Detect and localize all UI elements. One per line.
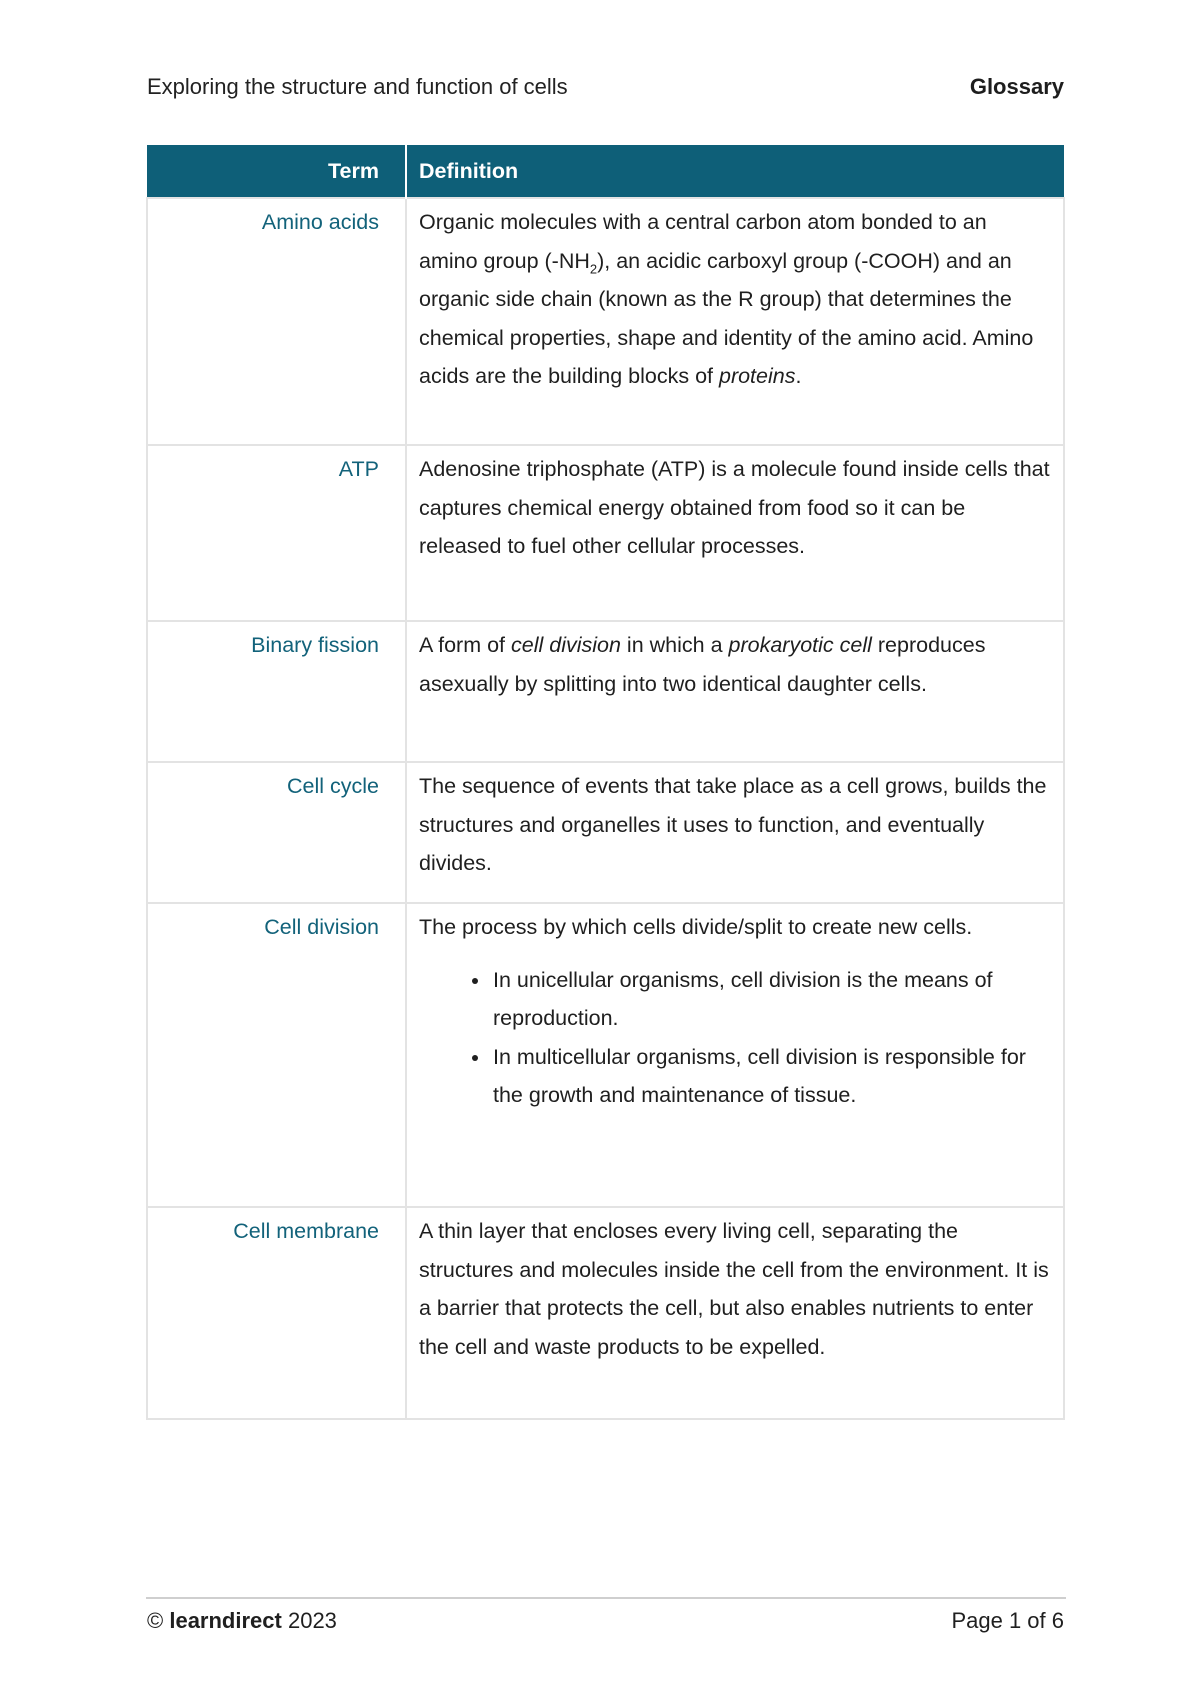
page-footer <box>147 1608 1064 1634</box>
definition-cell: Adenosine triphosphate (ATP) is a molecule found inside cells that captures chemical energy obtained from food so it can be released to fuel other cellular processes. <box>406 445 1064 621</box>
glossary-table <box>146 145 1065 1420</box>
page-header <box>147 74 1064 100</box>
definition-text: reproduces asexually by splitting into two identical daughter cells. <box>419 633 986 696</box>
definition-text: The process by which cells divide/split to create new cells. <box>419 915 973 939</box>
definition-cell <box>406 621 1064 762</box>
term-cell: Cell division <box>147 903 406 1207</box>
definition-text: in which a <box>620 633 729 657</box>
term-cell: Binary fission <box>147 621 406 762</box>
table-row <box>147 762 1064 903</box>
copyright-symbol: © <box>147 1608 164 1633</box>
list-item: • In multicellular organisms, cell division is responsible for the growth and maintenance of tissue. <box>491 1038 1051 1115</box>
definition-text: A form of <box>419 633 512 657</box>
definition-column-header: Definition <box>406 145 1064 198</box>
term-cell: Cell membrane <box>147 1207 406 1419</box>
section-label: Glossary <box>969 74 1064 99</box>
definition-cell: A thin layer that encloses every living cell, separating the structures and molecules inside the cell from the environment. It is a barrier that protects the cell, but also enables nutrients to enter the cell and waste products to be expelled. <box>406 1207 1064 1419</box>
document-title: Exploring the structure and function of cells <box>147 74 568 99</box>
definition-cell <box>406 198 1064 445</box>
emphasis-text: prokaryotic cell <box>728 633 872 657</box>
table-row <box>147 445 1064 621</box>
emphasis-text: proteins <box>718 364 796 388</box>
term-cell: Amino acids <box>147 198 406 445</box>
page-number: Page 1 of 6 <box>951 1608 1064 1633</box>
definition-text: ), an acidic carboxyl group (-COOH) and an organic side chain (known as the R group) that determines the chemical properties, shape and identity of the amino acid. Amino acids are the building blocks of <box>419 248 1034 388</box>
table-header-row <box>147 145 1064 198</box>
subscript: 2 <box>589 260 598 276</box>
table-row <box>147 621 1064 762</box>
footer-divider <box>146 1597 1066 1599</box>
list-item: • In unicellular organisms, cell division is the means of reproduction. <box>491 961 1051 1038</box>
table-row <box>147 903 1064 1207</box>
copyright-year: 2023 <box>287 1608 337 1633</box>
brand-name: learndirect <box>169 1608 282 1633</box>
definition-text: Organic molecules with a central carbon atom bonded to an amino group (-NH <box>419 210 987 273</box>
bullet-list <box>419 961 1051 1115</box>
term-cell: Cell cycle <box>147 762 406 903</box>
term-column-header: Term <box>147 145 406 198</box>
term-cell: ATP <box>147 445 406 621</box>
definition-cell: The sequence of events that take place as a cell grows, builds the structures and organelles it uses to function, and eventually divides. <box>406 762 1064 903</box>
table-row <box>147 1207 1064 1419</box>
definition-text: . <box>795 364 802 388</box>
emphasis-text: cell division <box>511 633 621 657</box>
table-row <box>147 198 1064 445</box>
copyright-notice <box>147 1608 337 1634</box>
definition-cell <box>406 903 1064 1207</box>
